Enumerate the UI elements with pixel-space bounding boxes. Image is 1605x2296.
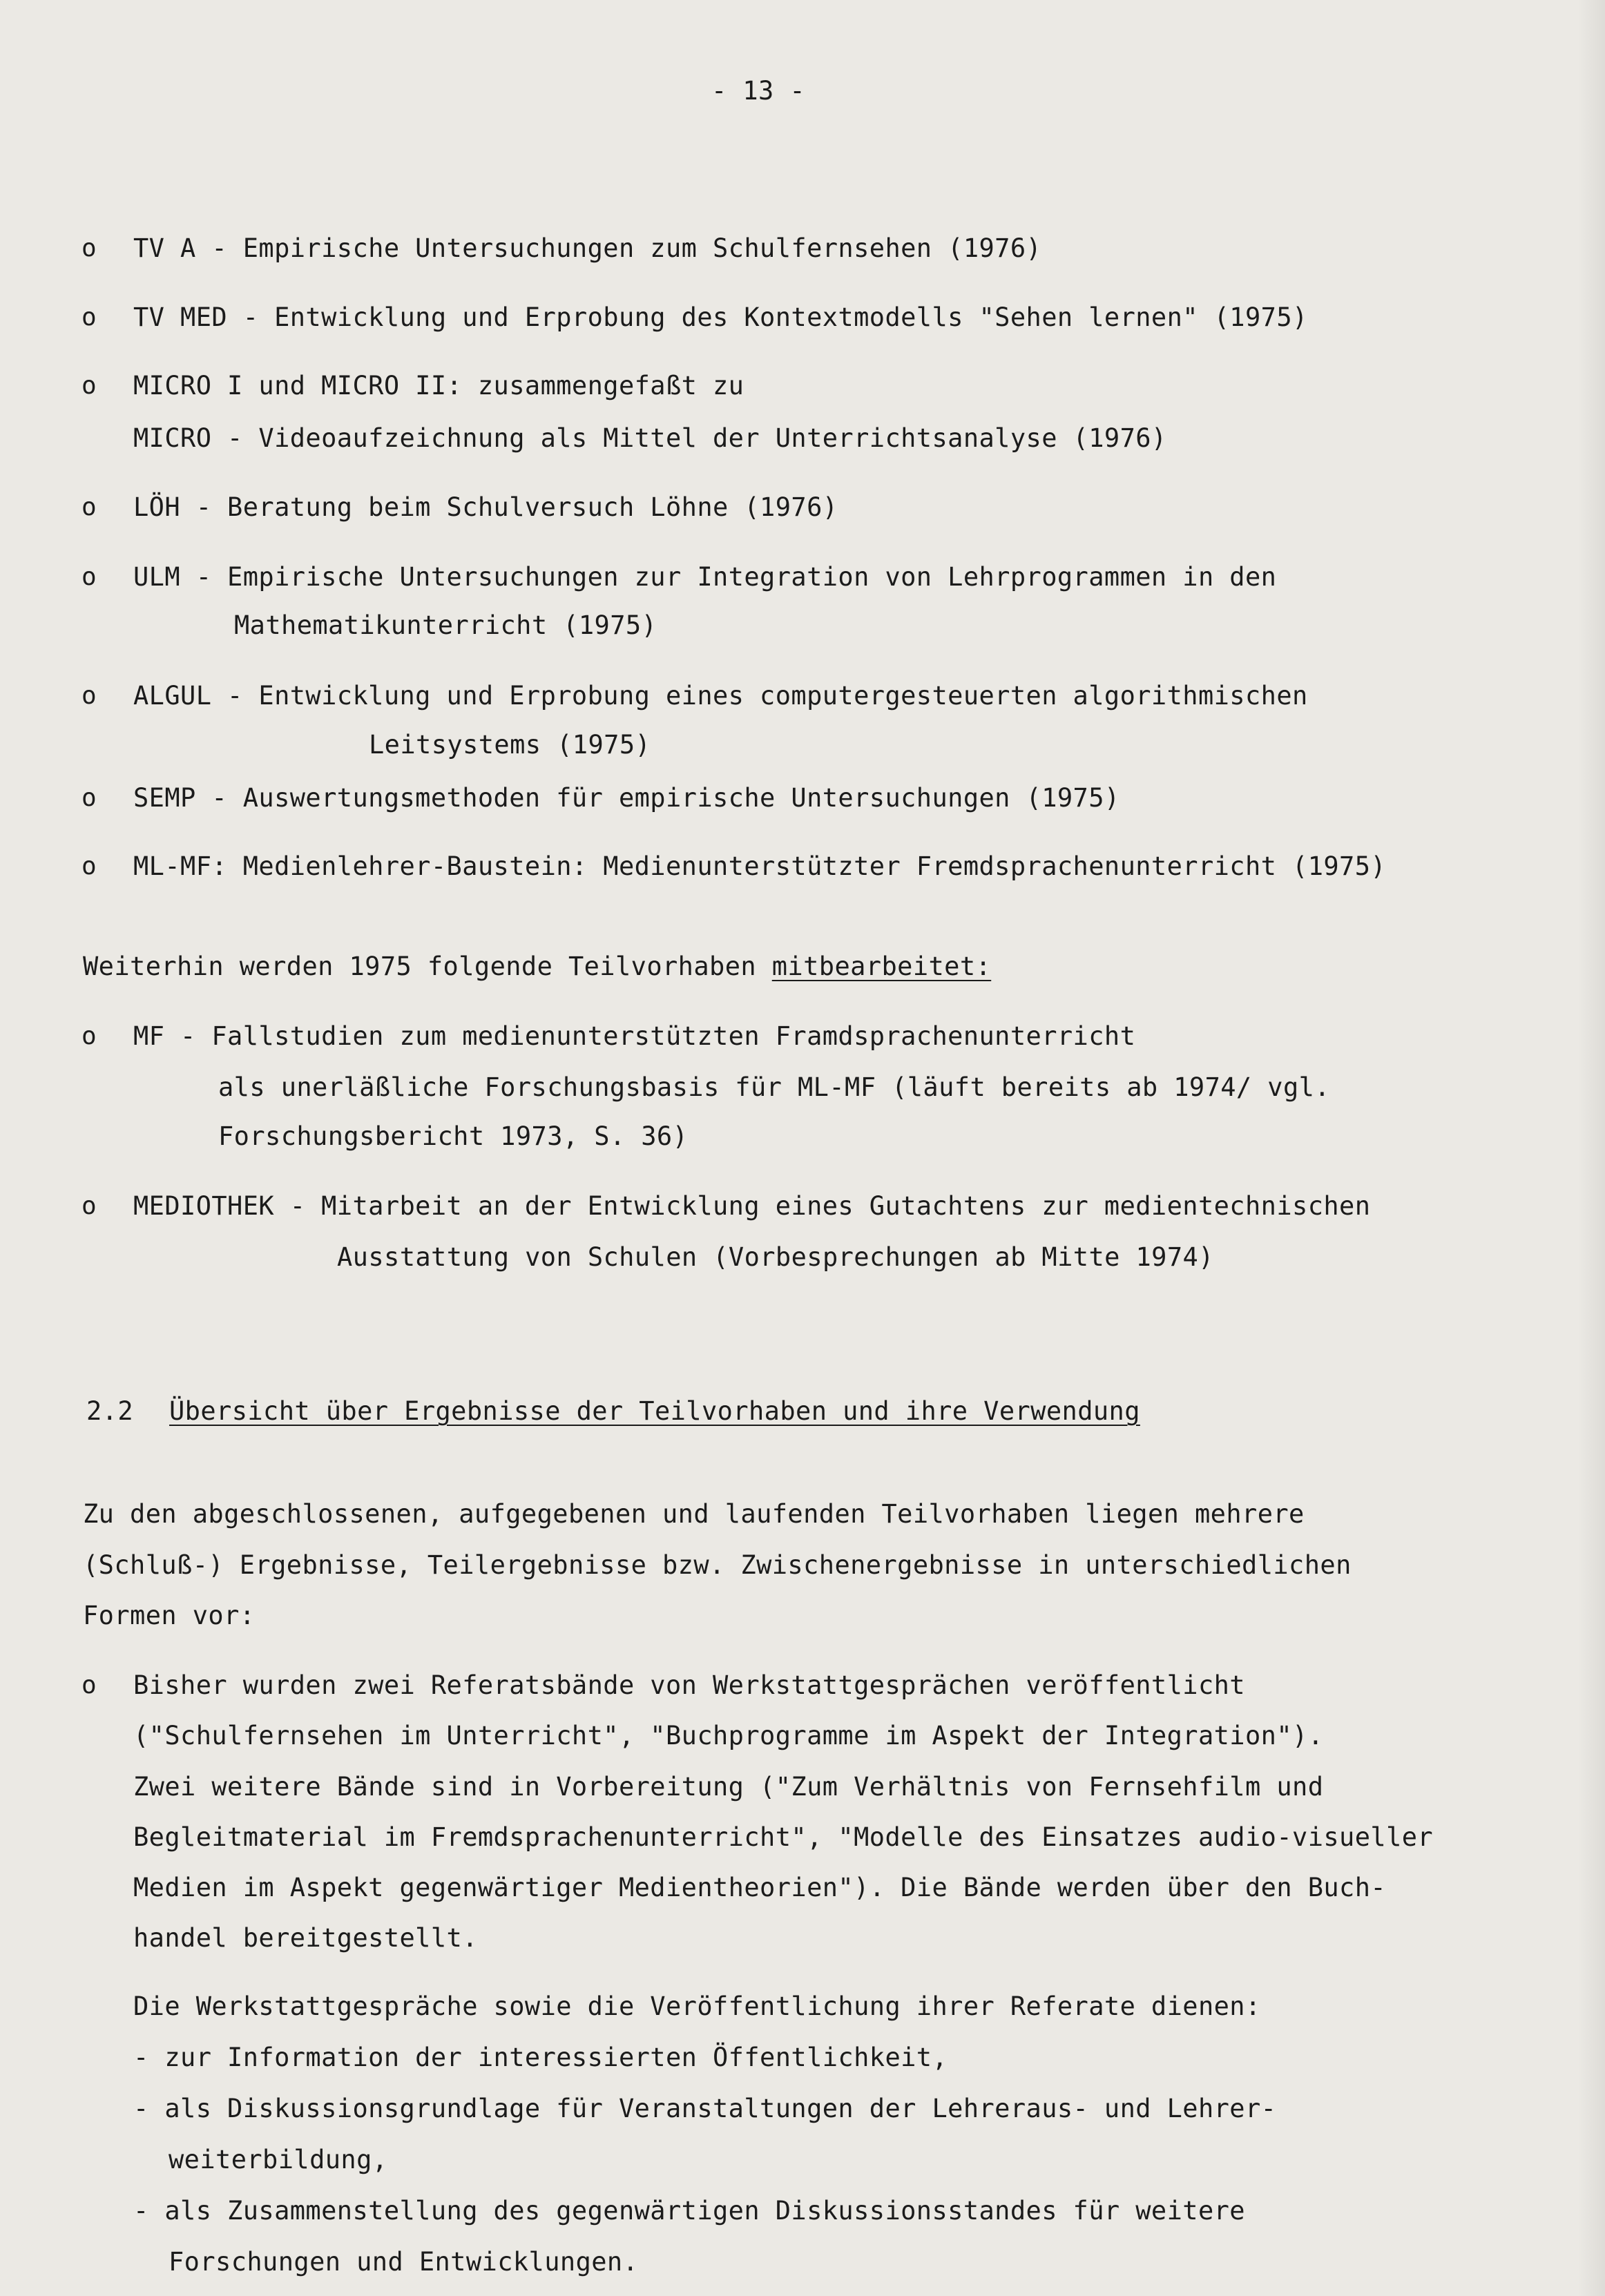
intro-line [83,952,991,982]
bullet-icon: o [81,563,97,591]
list-item-continuation: MICRO - Videoaufzeichnung als Mittel der Unterrichtsanalyse (1976) [133,423,1167,453]
dash-item: - zur Information der interessierten Öffentlichkeit, [133,2043,948,2072]
bullet-icon: o [81,682,97,710]
list-item: Bisher wurden zwei Referatsbände von Werkstattgesprächen veröffentlicht [133,1670,1245,1700]
list-item: TV MED - Entwicklung und Erprobung des Kontextmodells "Sehen lernen" (1975) [133,302,1308,332]
page-edge-shadow [1577,0,1605,2296]
bullet-icon: o [81,1671,97,1699]
intro-text: Weiterhin werden 1975 folgende Teilvorhaben [83,952,772,981]
dash-item-continuation: Forschungen und Entwicklungen. [169,2247,639,2277]
dash-item: - als Zusammenstellung des gegenwärtigen Diskussionsstandes für weitere [133,2196,1245,2226]
list-item: ULM - Empirische Untersuchungen zur Integration von Lehrprogrammen in den [133,562,1277,592]
bullet-icon: o [81,784,97,812]
list-item-continuation: Begleitmaterial im Fremdsprachenunterricht", "Modelle des Einsatzes audio-visueller [133,1822,1434,1852]
section-number: 2.2 [86,1396,134,1426]
bullet-icon: o [81,303,97,331]
bullet-icon: o [81,372,97,400]
list-item-continuation: Medien im Aspekt gegenwärtiger Medientheorien"). Die Bände werden über den Buch- [133,1873,1387,1902]
dash-item: - als Diskussionsgrundlage für Veranstaltungen der Lehreraus- und Lehrer- [133,2094,1277,2123]
list-item: MEDIOTHEK - Mitarbeit an der Entwicklung eines Gutachtens zur medientechnischen [133,1191,1371,1221]
list-item-continuation: Ausstattung von Schulen (Vorbesprechungen ab Mitte 1974) [337,1242,1214,1272]
list-item-continuation: Mathematikunterricht (1975) [234,610,657,640]
list-item-continuation: handel bereitgestellt. [133,1923,478,1953]
list-item-continuation: als unerläßliche Forschungsbasis für ML-MF (läuft bereits ab 1974/ vgl. [218,1072,1330,1102]
list-item: TV A - Empirische Untersuchungen zum Schulfernsehen (1976) [133,233,1042,263]
list-item: SEMP - Auswertungsmethoden für empirische Untersuchungen (1975) [133,783,1120,813]
list-item: ML-MF: Medienlehrer-Baustein: Medienunterstützter Fremdsprachenunterricht (1975) [133,851,1387,881]
list-item-continuation: Die Werkstattgespräche sowie die Veröffentlichung ihrer Referate dienen: [133,1991,1261,2021]
list-item-continuation: Forschungsbericht 1973, S. 36) [218,1121,689,1151]
page-number: - 13 - [711,76,806,106]
bullet-icon: o [81,493,97,521]
list-item: ALGUL - Entwicklung und Erprobung eines computergesteuerten algorithmischen [133,681,1308,711]
paragraph-line: Formen vor: [83,1601,256,1630]
list-item: MICRO I und MICRO II: zusammengefaßt zu [133,371,744,401]
list-item: MF - Fallstudien zum medienunterstützten Framdsprachenunterricht [133,1021,1136,1051]
intro-underlined: mitbearbeitet: [771,952,992,981]
bullet-icon: o [81,1192,97,1220]
section-title: Übersicht über Ergebnisse der Teilvorhaben und ihre Verwendung [169,1396,1140,1426]
paragraph-line: (Schluß-) Ergebnisse, Teilergebnisse bzw. Zwischenergebnisse in unterschiedlichen [83,1550,1352,1580]
dash-item-continuation: weiterbildung, [169,2145,388,2174]
list-item-continuation: ("Schulfernsehen im Unterricht", "Buchprogramme im Aspekt der Integration"). [133,1721,1324,1750]
paragraph-line: Zu den abgeschlossenen, aufgegebenen und laufenden Teilvorhaben liegen mehrere [83,1499,1305,1529]
bullet-icon: o [81,852,97,880]
bullet-icon: o [81,234,97,262]
list-item-continuation: Leitsystems (1975) [369,730,651,760]
list-item-continuation: Zwei weitere Bände sind in Vorbereitung ("Zum Verhältnis von Fernsehfilm und [133,1772,1324,1802]
section-heading [86,1396,133,1427]
list-item: LÖH - Beratung beim Schulversuch Löhne (1976) [133,492,838,522]
bullet-icon: o [81,1022,97,1050]
